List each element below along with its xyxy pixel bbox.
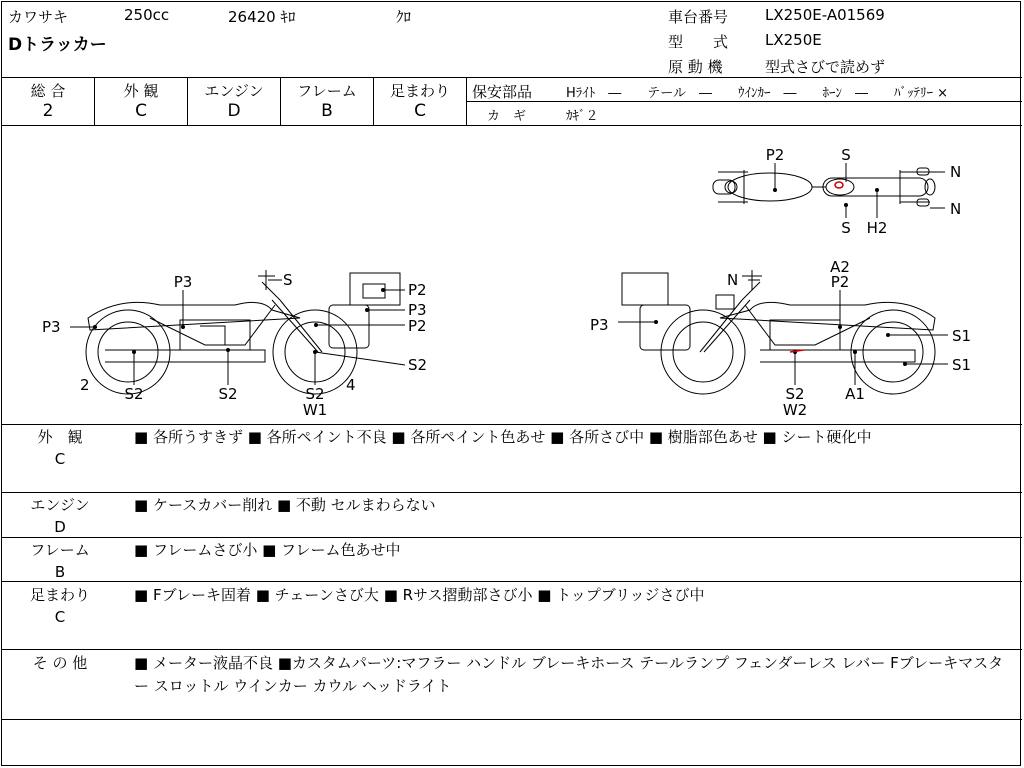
damage-diagram [0,126,1024,424]
grade-value-overall: 2 [42,101,54,121]
diagram-label: S2 [785,385,805,403]
diagram-label: A2 [830,258,850,276]
divider [466,101,1022,102]
grade-label-exterior: 外 観 [123,82,159,100]
divider [1,581,1022,582]
grade-value-frame: B [321,101,333,121]
grade-label-overall: 総 合 [30,82,66,100]
frame-no: LX250E-A01569 [765,6,885,24]
type-value: LX250E [765,31,822,49]
diagram-label: H2 [866,219,888,237]
diagram-label: S2 [218,385,238,403]
diagram-label: W1 [302,401,328,419]
diagram-label: P2 [408,317,427,335]
grade-label-frame: フレーム [297,82,357,100]
section-text: ■ Fブレーキ固着 ■ チェーンさび大 ■ Rサス摺動部さび小 ■ トップブリッジさび中 [134,586,705,604]
engine-label: 原 動 機 [668,58,723,76]
diagram-label: S [283,271,293,289]
diagram-label: 4 [346,376,356,394]
safety-items: Hﾗｲﾄ ― テール ― ｳｲﾝｶｰ ― ﾎｰﾝ ― ﾊﾞｯﾃﾘｰ × [566,86,949,101]
diagram-label: S2 [408,356,428,374]
divider [1,424,1022,425]
diagram-label: N [950,163,962,181]
safety-title: 保安部品 [472,83,533,101]
section-label: 外 観 [37,428,83,446]
diagram-label: S2 [305,385,325,403]
grade-value-suspension: C [414,101,426,121]
engine-value: 型式さびで読めず [765,58,886,76]
diagram-label: S1 [952,327,972,345]
divider [1,492,1022,493]
diagram-label: P2 [408,281,427,299]
section-grade: C [54,608,66,626]
section-label: エンジン [30,496,90,514]
grade-value-engine: D [227,101,241,121]
divider [1,719,1022,720]
bike-top-view [713,168,935,206]
color: ｸﾛ [396,8,412,26]
section-label: そ の 他 [32,654,88,672]
section-grade: B [54,563,66,581]
grade-value-exterior: C [135,101,147,121]
divider [1,77,1022,78]
diagram-label: A1 [845,385,865,403]
mileage: 26420 ｷﾛ [228,8,296,26]
diagram-label: P3 [408,301,427,319]
grade-label-suspension: 足まわり [389,82,450,100]
section-text: ■ メーター液晶不良 ■カスタムパーツ:マフラー ハンドル ブレーキホース テールランプ フェンダーレス レバー Fブレーキマスター スロットル ウインカー カウル ヘッドライト [134,654,1004,695]
type-label: 型 式 [668,33,729,51]
bike-right-view [622,270,935,394]
diagram-label: S2 [124,385,144,403]
model-name: Dトラッカー [8,35,107,55]
displacement: 250cc [124,6,170,24]
divider [1,649,1022,650]
diagram-label: P2 [765,146,785,164]
section-text: ■ 各所うすきず ■ 各所ペイント不良 ■ 各所ペイント色あせ ■ 各所さび中 ■ 樹脂部色あせ ■ シート硬化中 [134,428,872,446]
section-text: ■ ケースカバー削れ ■ 不動 セルまわらない [134,496,436,514]
diagram-label: P3 [173,273,193,291]
diagram-label: W2 [782,401,808,419]
diagram-label: P2 [830,273,850,291]
key-value: ｶｷﾞ２ [566,109,599,124]
section-text: ■ フレームさび小 ■ フレーム色あせ中 [134,541,401,559]
section-grade: D [54,518,66,536]
grade-label-engine: エンジン [204,82,264,100]
diagram-label: N [950,200,962,218]
diagram-label: 2 [80,376,90,394]
diagram-label: P3 [590,316,609,334]
section-label: フレーム [30,541,90,559]
diagram-label: N [727,271,739,289]
frame-no-label: 車台番号 [668,8,729,26]
maker: カワサキ [8,8,69,26]
divider [1,537,1022,538]
section-label: 足まわり [29,586,90,604]
diagram-label: S [841,146,851,164]
diagram-label: S1 [952,356,972,374]
section-grade: C [54,450,66,468]
diagram-label: P3 [42,318,61,336]
key-label: カ ギ [487,109,527,124]
diagram-label: S [841,219,851,237]
